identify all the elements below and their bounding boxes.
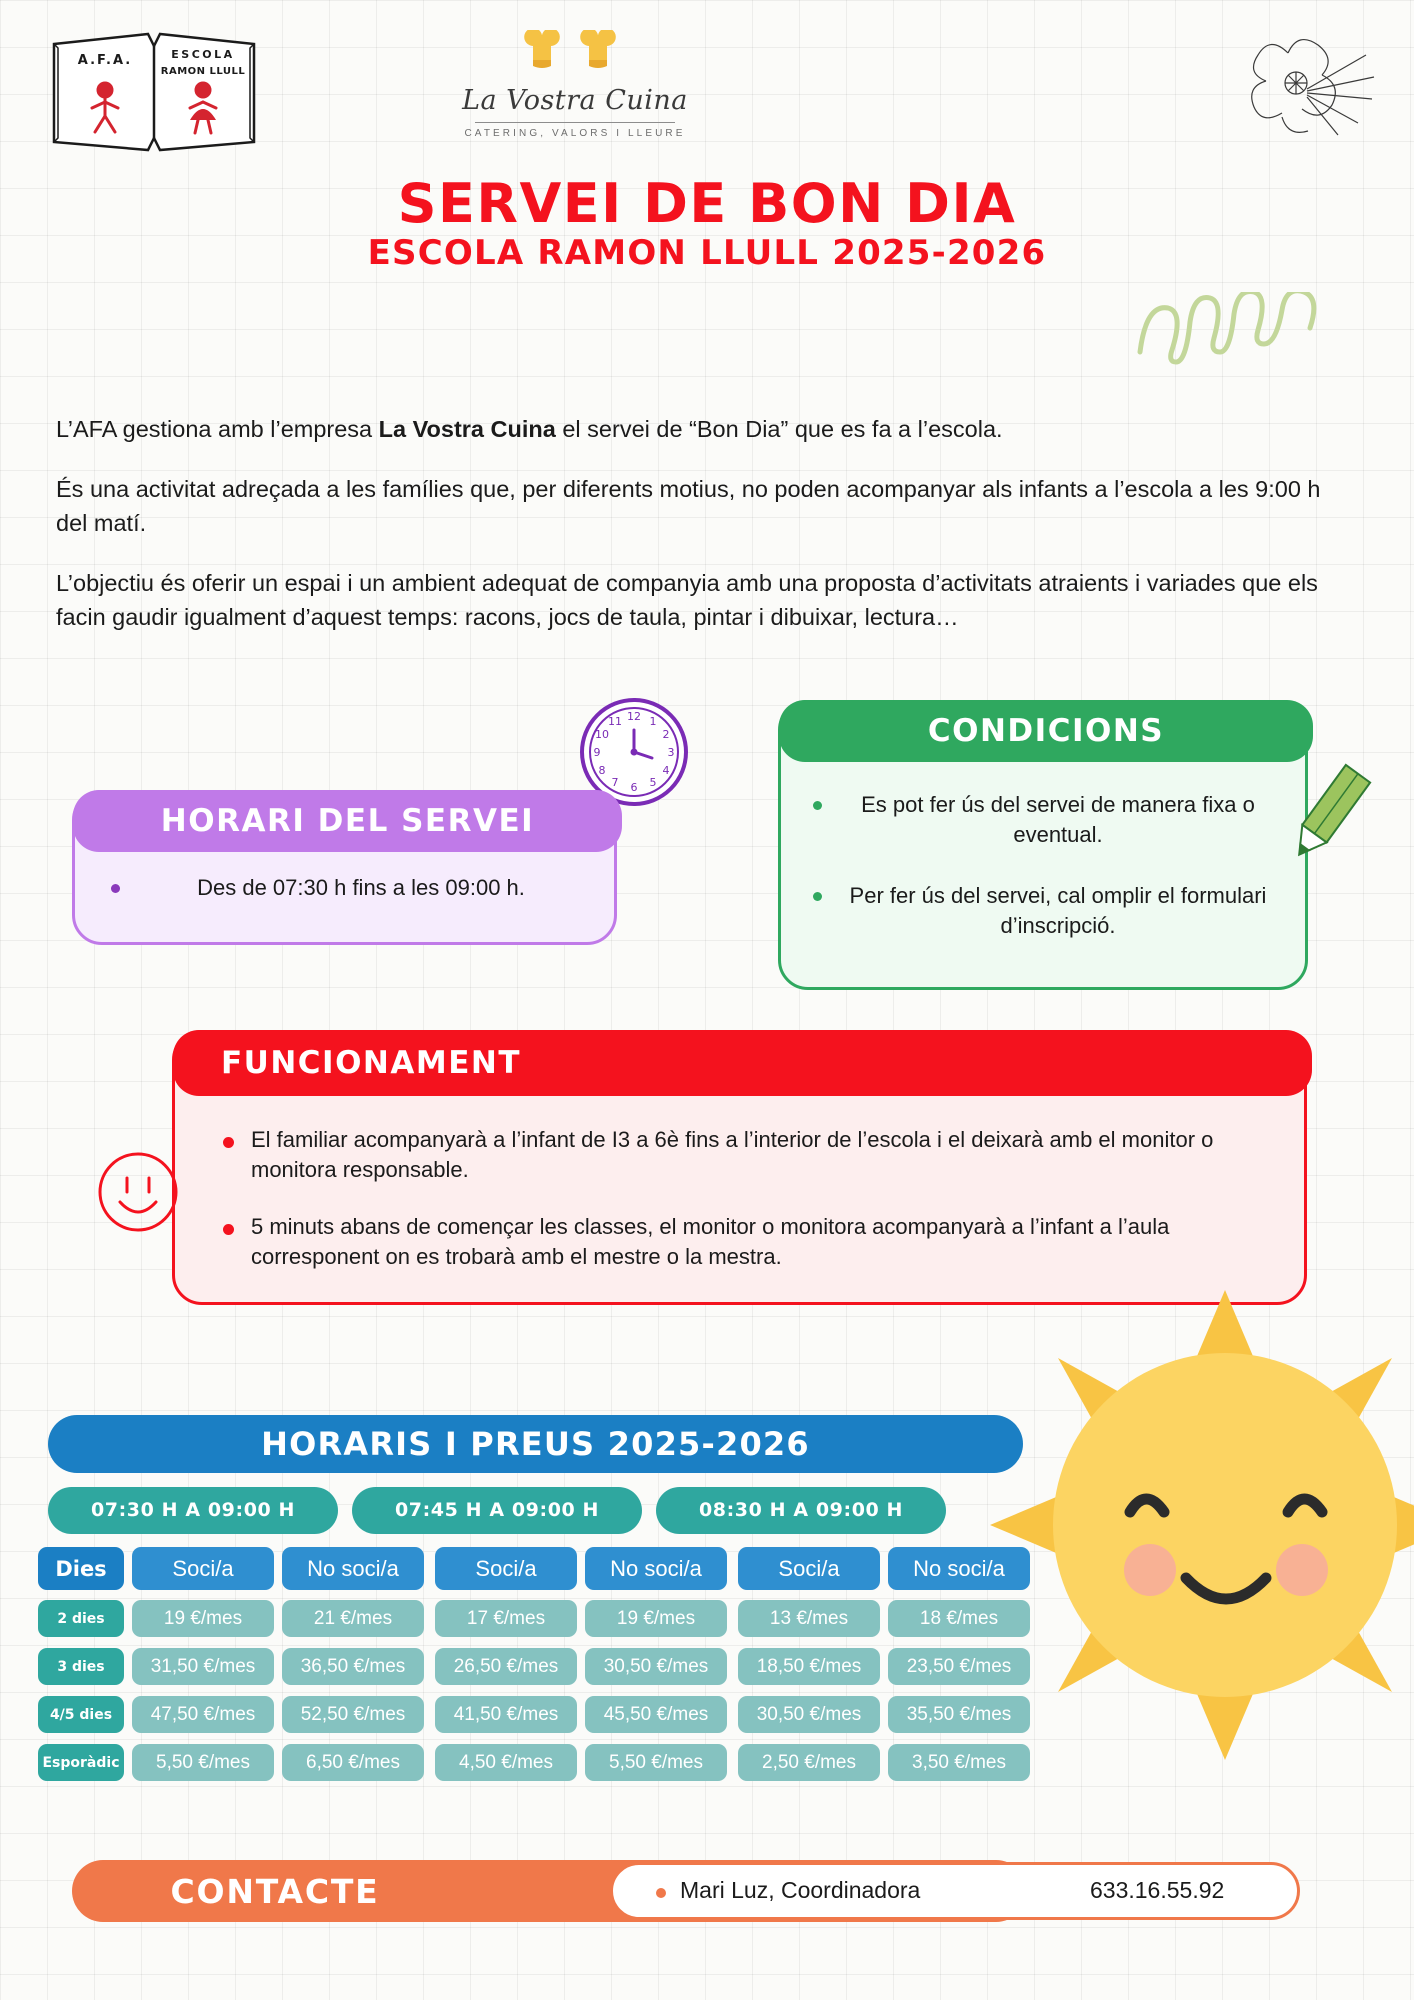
svg-text:1: 1 bbox=[649, 715, 657, 728]
horari-card-title: HORARI DEL SERVEI bbox=[73, 790, 622, 852]
contact-phone-number[interactable]: 633.16.55.92 bbox=[1090, 1877, 1225, 1903]
svg-text:9: 9 bbox=[593, 746, 601, 759]
list-item: El familiar acompanyarà a l’infant de I3 a 6è fins a l’interior de l’escola i el deixarà amb el monitor o monitora responsable. bbox=[221, 1125, 1266, 1184]
afa-school-logo bbox=[48, 28, 260, 156]
table-cell: 23,50 €/mes bbox=[888, 1648, 1030, 1685]
table-cell: 21 €/mes bbox=[282, 1600, 424, 1637]
svg-text:4: 4 bbox=[662, 764, 670, 777]
sun-illustration bbox=[990, 1290, 1414, 1760]
funcionament-card-body bbox=[221, 1125, 1266, 1300]
intro-p1-part1: L’AFA gestiona amb l’empresa bbox=[56, 416, 379, 442]
horari-card bbox=[72, 790, 617, 945]
table-cell: 3,50 €/mes bbox=[888, 1744, 1030, 1781]
table-cell: 30,50 €/mes bbox=[738, 1696, 880, 1733]
funcionament-card-title: FUNCIONAMENT bbox=[173, 1030, 1312, 1096]
table-cell: 19 €/mes bbox=[585, 1600, 727, 1637]
table-cell: 17 €/mes bbox=[435, 1600, 577, 1637]
svg-text:A.F.A.: A.F.A. bbox=[77, 53, 133, 68]
flower-drawing-icon bbox=[1226, 25, 1376, 145]
row-label-esporadic: Esporàdic bbox=[38, 1744, 124, 1781]
svg-text:2: 2 bbox=[662, 728, 670, 741]
cuina-brand-name: La Vostra Cuina bbox=[462, 85, 688, 116]
svg-text:7: 7 bbox=[611, 776, 619, 789]
column-header-nosoci-1: No soci/a bbox=[282, 1547, 424, 1590]
list-item: Es pot fer ús del servei de manera fixa o eventual. bbox=[811, 790, 1281, 849]
svg-text:RAMON LLULL: RAMON LLULL bbox=[160, 66, 246, 77]
column-header-soci-2: Soci/a bbox=[435, 1547, 577, 1590]
table-cell: 19 €/mes bbox=[132, 1600, 274, 1637]
table-cell: 18,50 €/mes bbox=[738, 1648, 880, 1685]
table-cell: 30,50 €/mes bbox=[585, 1648, 727, 1685]
table-cell: 18 €/mes bbox=[888, 1600, 1030, 1637]
list-item: Per fer ús del servei, cal omplir el formulari d’inscripció. bbox=[811, 881, 1281, 940]
prices-table-title: HORARIS I PREUS 2025-2026 bbox=[48, 1415, 1023, 1473]
la-vostra-cuina-logo bbox=[455, 30, 695, 145]
pencil-icon bbox=[1283, 760, 1373, 870]
slot-header-1: 07:30 H A 09:00 H bbox=[48, 1487, 338, 1534]
list-item: Des de 07:30 h fins a les 09:00 h. bbox=[109, 873, 589, 903]
slot-header-3: 08:30 H A 09:00 H bbox=[656, 1487, 946, 1534]
contact-label: CONTACTE bbox=[170, 1872, 380, 1911]
svg-text:ESCOLA: ESCOLA bbox=[171, 48, 235, 61]
table-cell: 45,50 €/mes bbox=[585, 1696, 727, 1733]
svg-text:5: 5 bbox=[649, 776, 657, 789]
slot-header-2: 07:45 H A 09:00 H bbox=[352, 1487, 642, 1534]
table-cell: 36,50 €/mes bbox=[282, 1648, 424, 1685]
intro-p1-part3: el servei de “Bon Dia” que es fa a l’escola. bbox=[555, 416, 1003, 442]
cuina-divider bbox=[475, 122, 675, 123]
condicions-card-body bbox=[811, 790, 1281, 973]
condicions-card bbox=[778, 700, 1308, 990]
table-cell: 5,50 €/mes bbox=[585, 1744, 727, 1781]
column-header-soci-3: Soci/a bbox=[738, 1547, 880, 1590]
intro-paragraph-2: És una activitat adreçada a les famílies que, per diferents motius, no poden acompanyar als infants a l’escola a les 9:00 h del matí. bbox=[56, 476, 1321, 537]
table-cell: 31,50 €/mes bbox=[132, 1648, 274, 1685]
table-cell: 2,50 €/mes bbox=[738, 1744, 880, 1781]
contact-person-name: Mari Luz, Coordinadora bbox=[680, 1877, 921, 1903]
svg-text:6: 6 bbox=[630, 781, 638, 794]
svg-text:8: 8 bbox=[598, 764, 606, 777]
intro-paragraph-1 bbox=[56, 412, 1356, 446]
cuina-tagline: CATERING, VALORS I LLEURE bbox=[464, 128, 686, 139]
page-subtitle: ESCOLA RAMON LLULL 2025-2026 bbox=[367, 233, 1047, 273]
intro-text bbox=[56, 412, 1356, 634]
column-header-soci-1: Soci/a bbox=[132, 1547, 274, 1590]
table-cell: 13 €/mes bbox=[738, 1600, 880, 1637]
table-cell: 6,50 €/mes bbox=[282, 1744, 424, 1781]
funcionament-card bbox=[172, 1030, 1307, 1305]
page-title: SERVEI DE BON DIA bbox=[397, 172, 1017, 235]
table-cell: 4,50 €/mes bbox=[435, 1744, 577, 1781]
smiley-face-icon bbox=[96, 1150, 180, 1234]
row-label-2dies: 2 dies bbox=[38, 1600, 124, 1637]
row-label-3dies: 3 dies bbox=[38, 1648, 124, 1685]
column-header-dies: Dies bbox=[38, 1547, 124, 1590]
list-item: 5 minuts abans de començar les classes, el monitor o monitora acompanyarà a l’infant a l’aula corresponent on es trobarà amb el mestre o la mestra. bbox=[221, 1212, 1266, 1271]
table-cell: 41,50 €/mes bbox=[435, 1696, 577, 1733]
svg-text:3: 3 bbox=[667, 746, 675, 759]
svg-text:11: 11 bbox=[608, 715, 622, 728]
table-cell: 35,50 €/mes bbox=[888, 1696, 1030, 1733]
table-cell: 5,50 €/mes bbox=[132, 1744, 274, 1781]
table-cell: 26,50 €/mes bbox=[435, 1648, 577, 1685]
horari-card-body bbox=[109, 873, 589, 903]
column-header-nosoci-3: No soci/a bbox=[888, 1547, 1030, 1590]
table-cell: 52,50 €/mes bbox=[282, 1696, 424, 1733]
intro-paragraph-3: L’objectiu és oferir un espai i un ambient adequat de companyia amb una proposta d’activitats atraients i variades que els facin gaudir igualment d’aquest temps: racons, jocs de taula, pintar i dibuixar, lectura… bbox=[56, 570, 1318, 631]
svg-text:12: 12 bbox=[627, 710, 641, 723]
row-label-45dies: 4/5 dies bbox=[38, 1696, 124, 1733]
column-header-nosoci-2: No soci/a bbox=[585, 1547, 727, 1590]
condicions-card-title: CONDICIONS bbox=[779, 700, 1313, 762]
svg-text:10: 10 bbox=[595, 728, 609, 741]
decorative-squiggle bbox=[1130, 292, 1360, 382]
chef-hats-icon bbox=[515, 30, 635, 78]
intro-company-name: La Vostra Cuina bbox=[378, 416, 556, 442]
table-cell: 47,50 €/mes bbox=[132, 1696, 274, 1733]
